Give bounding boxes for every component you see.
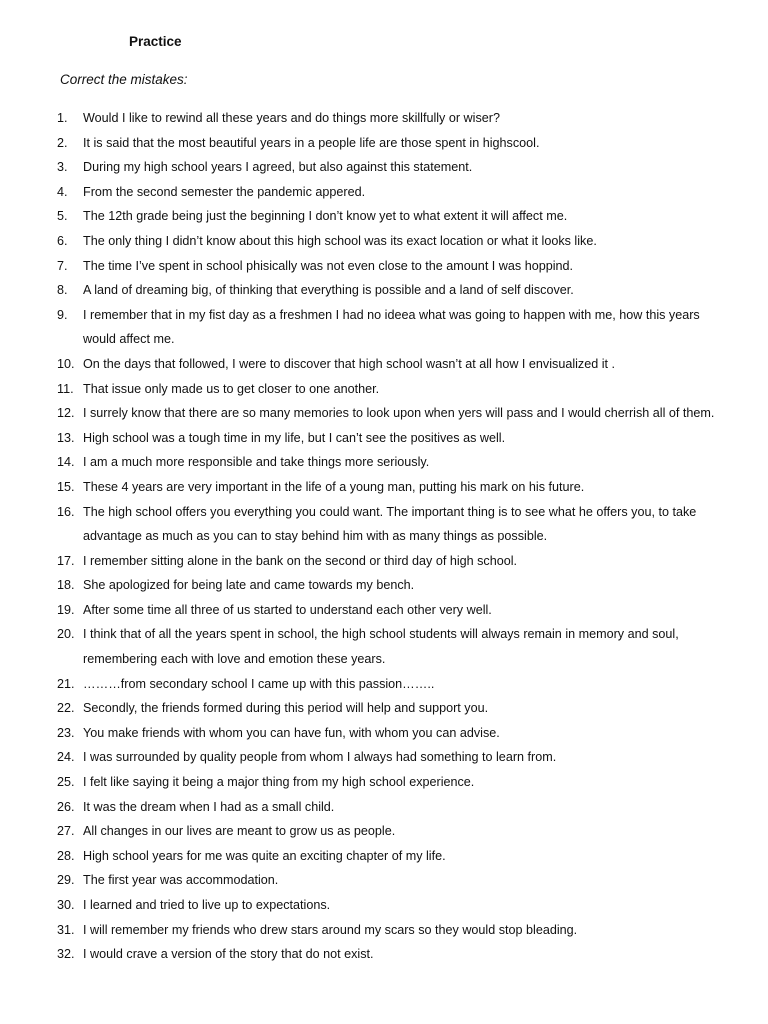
list-item (0, 770, 768, 795)
item-number: 13. (57, 430, 75, 445)
list-item (0, 573, 768, 598)
item-sentence: I remember sitting alone in the bank on the second or third day of high school. (83, 553, 518, 568)
item-sentence: That issue only made us to get closer to one another. (83, 381, 380, 396)
list-item (0, 745, 768, 770)
list-item (0, 549, 768, 574)
item-sentence: A land of dreaming big, of thinking that everything is possible and a land of self discover. (83, 283, 574, 298)
item-sentence: The only thing I didn’t know about this high school was its exact location or what it looks like. (83, 233, 597, 248)
item-number: 18. (57, 578, 75, 593)
item-sentence: I am a much more responsible and take things more seriously. (83, 455, 430, 470)
item-number: 31. (57, 922, 75, 937)
item-sentence: These 4 years are very important in the life of a young man, putting his mark on his future. (83, 479, 585, 494)
item-sentence: I remember that in my fist day as a freshmen I had no ideea what was going to happen with me, how this years would affect me. (83, 307, 700, 347)
item-number: 6. (57, 233, 68, 248)
item-sentence: The first year was accommodation. (83, 873, 279, 888)
item-sentence: I learned and tried to live up to expectations. (83, 898, 331, 912)
item-sentence: All changes in our lives are meant to grow us as people. (83, 824, 396, 839)
list-item (0, 622, 768, 671)
list-item (0, 401, 768, 426)
item-sentence: I felt like saying it being a major thing from my high school experience. (83, 775, 475, 790)
list-item (0, 180, 768, 205)
list-item (0, 204, 768, 229)
list-item (0, 278, 768, 303)
item-sentence: The time I’ve spent in school phisically was not even close to the amount I was hoppind. (83, 258, 574, 273)
item-number: 5. (57, 209, 68, 224)
item-sentence: The high school offers you everything you could want. The important thing is to see what he offers you, to take advantage as much as you can to stay behind him with as many things as possible. (83, 504, 697, 544)
list-item (0, 868, 768, 893)
list-item (0, 377, 768, 402)
list-item (0, 598, 768, 623)
item-number: 1. (57, 111, 68, 125)
item-number: 26. (57, 799, 75, 814)
item-number: 27. (57, 824, 75, 839)
list-item (0, 893, 768, 918)
item-number: 9. (57, 307, 68, 322)
item-number: 32. (57, 947, 75, 962)
item-sentence: I think that of all the years spent in school, the high school students will always remain in memory and soul, remembering each with love and emotion these years. (83, 627, 679, 667)
list-item (0, 795, 768, 820)
item-number: 21. (57, 676, 75, 691)
item-number: 4. (57, 184, 68, 199)
list-item (0, 844, 768, 869)
list-item (0, 819, 768, 844)
item-sentence: High school was a tough time in my life, but I can’t see the positives as well. (83, 430, 506, 445)
item-sentence: During my high school years I agreed, but also against this statement. (83, 160, 473, 175)
item-number: 12. (57, 406, 75, 421)
list-item (0, 352, 768, 377)
item-sentence: She apologized for being late and came towards my bench. (83, 578, 415, 593)
item-sentence: After some time all three of us started to understand each other very well. (83, 602, 492, 617)
list-item (0, 721, 768, 746)
list-item (0, 450, 768, 475)
item-sentence: It is said that the most beautiful years in a people life are those spent in highscool. (83, 135, 540, 150)
list-item (0, 155, 768, 180)
list-item (0, 942, 768, 967)
item-number: 8. (57, 283, 68, 298)
item-number: 2. (57, 135, 68, 150)
item-sentence: Secondly, the friends formed during this period will help and support you. (83, 701, 489, 716)
item-sentence: It was the dream when I had as a small child. (83, 799, 335, 814)
item-number: 28. (57, 848, 75, 863)
item-sentence: Would I like to rewind all these years and do things more skillfully or wiser? (83, 111, 500, 125)
list-item (0, 426, 768, 451)
item-number: 29. (57, 873, 75, 888)
exercise-list (0, 106, 768, 967)
item-number: 10. (57, 356, 75, 371)
list-item (0, 475, 768, 500)
list-item (0, 106, 768, 131)
item-number: 11. (57, 381, 74, 396)
list-item (0, 500, 768, 549)
item-sentence: I would crave a version of the story that do not exist. (83, 947, 374, 962)
list-item (0, 918, 768, 943)
item-number: 22. (57, 701, 75, 716)
list-item (0, 229, 768, 254)
item-number: 19. (57, 602, 75, 617)
item-number: 20. (57, 627, 75, 642)
item-sentence: High school years for me was quite an exciting chapter of my life. (83, 848, 446, 863)
item-sentence: You make friends with whom you can have fun, with whom you can advise. (83, 725, 500, 740)
list-item (0, 254, 768, 279)
item-sentence: I will remember my friends who drew stars around my scars so they would stop bleading. (83, 922, 578, 937)
item-number: 14. (57, 455, 75, 470)
page-title: Practice (129, 34, 182, 49)
item-sentence: The 12th grade being just the beginning I don’t know yet to what extent it will affect me. (83, 209, 568, 224)
list-item (0, 696, 768, 721)
instructions: Correct the mistakes: (60, 72, 188, 87)
item-number: 30. (57, 898, 75, 912)
item-number: 23. (57, 725, 75, 740)
item-number: 15. (57, 479, 75, 494)
item-sentence: From the second semester the pandemic appered. (83, 184, 366, 199)
list-item (0, 672, 768, 697)
item-number: 16. (57, 504, 75, 519)
item-number: 24. (57, 750, 75, 765)
item-number: 17. (57, 553, 75, 568)
list-item (0, 131, 768, 156)
item-number: 7. (57, 258, 68, 273)
item-number: 25. (57, 775, 75, 790)
list-item (0, 303, 768, 352)
item-sentence: ………from secondary school I came up with this passion…….. (83, 676, 435, 691)
item-sentence: I surrely know that there are so many memories to look upon when yers will pass and I would cherrish all of them. (83, 406, 715, 421)
item-sentence: On the days that followed, I were to discover that high school wasn’t at all how I envisualized it . (83, 356, 616, 371)
item-sentence: I was surrounded by quality people from whom I always had something to learn from. (83, 750, 557, 765)
item-number: 3. (57, 160, 68, 175)
